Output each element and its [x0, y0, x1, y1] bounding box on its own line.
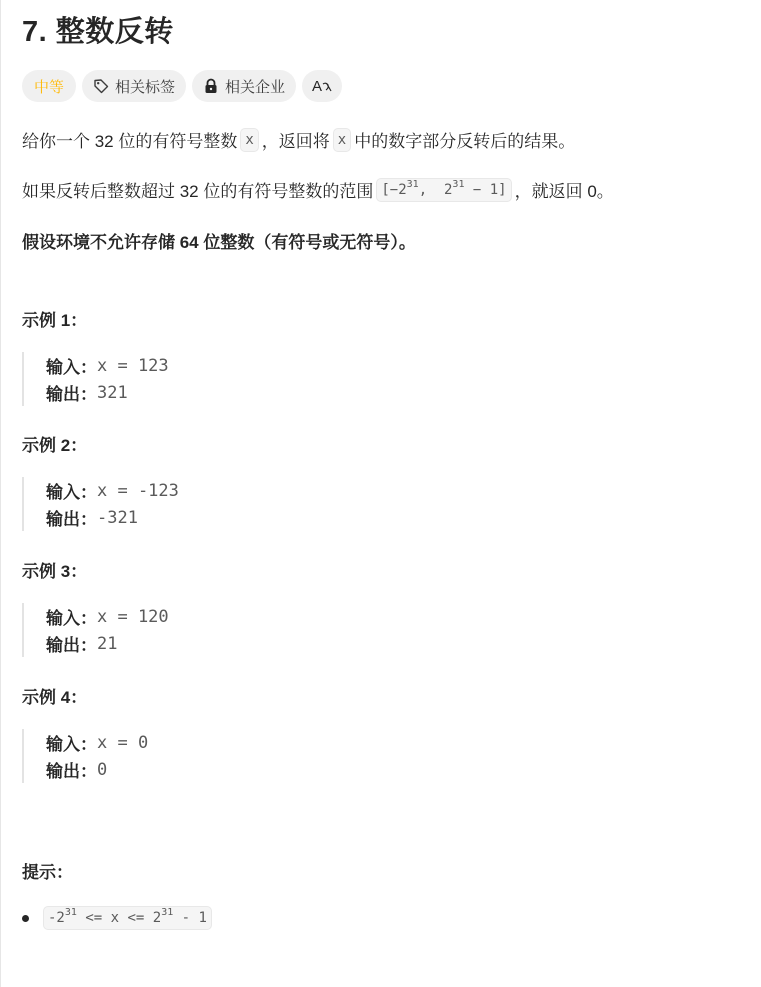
tag-row [22, 70, 342, 102]
translate-icon: A [312, 78, 332, 95]
example-input: 输入： x = -123 [46, 480, 179, 502]
example-block [22, 477, 422, 531]
description-line-2: 如果反转后整数超过 32 位的有符号整数的范围 [$-2^{31}$, $2^{31} - 1$] ，就返回 0。 [22, 178, 614, 201]
tag-icon [93, 78, 109, 94]
example-input: 输入： x = 0 [46, 732, 149, 754]
example-input: 输入： x = 120 [46, 606, 169, 628]
related-tags-label: 相关标签 [115, 78, 176, 96]
related-companies-label: 相关企业 [225, 78, 286, 96]
example-output: 输出： 21 [46, 633, 118, 655]
difficulty-label: 中等 [34, 78, 65, 96]
hint-constraint-code: $-2^{31} <= x <= 2^{31} - 1$ [43, 906, 212, 930]
bullet-icon [22, 915, 29, 922]
example-block [22, 352, 422, 406]
hints-title: 提示： [22, 863, 73, 882]
inline-code-x: x [240, 128, 258, 152]
description-line-1: 给你一个 32 位的有符号整数 x ，返回将 x 中的数字部分反转后的结果。 [22, 127, 575, 152]
related-tags-button[interactable] [82, 70, 186, 102]
example-output: 输出： -321 [46, 507, 138, 529]
lock-icon [203, 78, 219, 94]
example-title: 示例 2： [22, 436, 88, 455]
example-input: 输入： x = 123 [46, 355, 169, 377]
problem-title: 7. 整数反转 [22, 16, 174, 48]
inline-code-x: x [333, 128, 351, 152]
difficulty-badge[interactable] [22, 70, 76, 102]
inline-code-range: [$-2^{31}$, $2^{31} - 1$] [376, 178, 511, 202]
example-block [22, 603, 422, 657]
left-border [0, 0, 1, 987]
example-title: 示例 4： [22, 688, 88, 707]
example-output: 输出： 321 [46, 382, 128, 404]
description-line-3: 假设环境不允许存储 64 位整数（有符号或无符号）。 [22, 233, 416, 252]
related-companies-button[interactable] [192, 70, 296, 102]
translate-button[interactable] [302, 70, 342, 102]
example-block [22, 729, 422, 783]
example-output: 输出： 0 [46, 759, 108, 781]
hint-item [22, 906, 212, 930]
example-title: 示例 3： [22, 562, 88, 581]
example-title: 示例 1： [22, 311, 88, 330]
